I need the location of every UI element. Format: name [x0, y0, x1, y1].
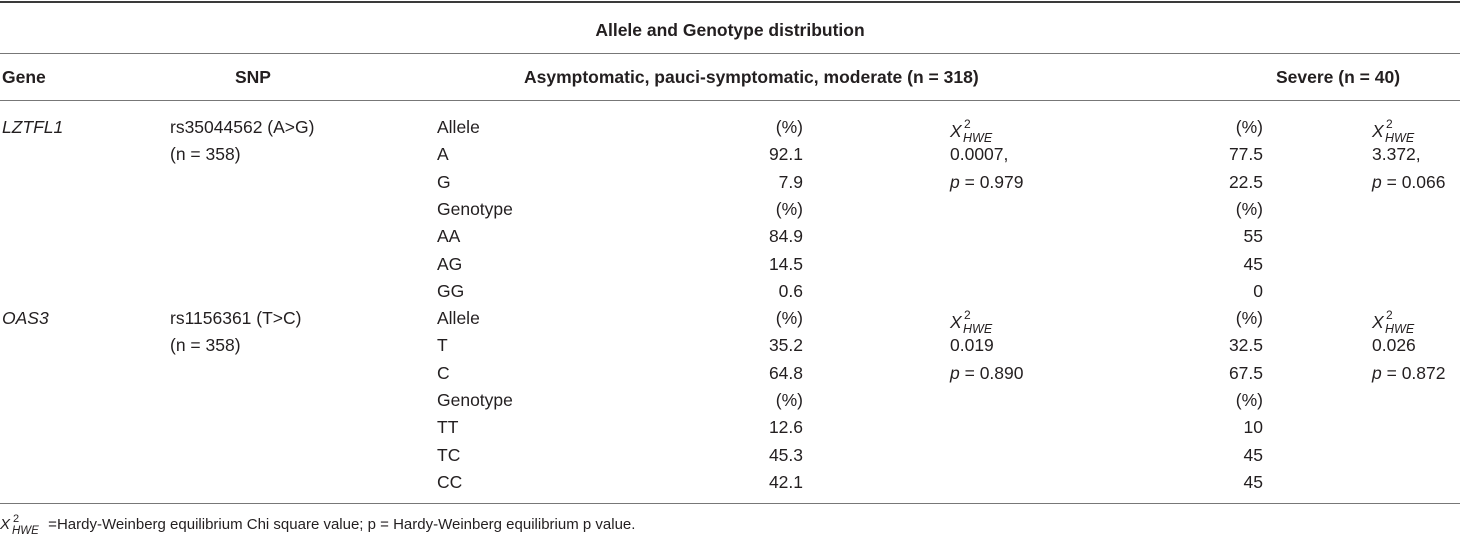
- hwe-p-severe: p = 0.872: [1372, 362, 1446, 383]
- moderate-value: 12.6: [768, 417, 803, 438]
- snp-sample-size: (n = 358): [170, 335, 241, 356]
- severe-value: (%): [1235, 389, 1263, 410]
- row-label: AG: [437, 253, 463, 274]
- chi-square-symbol: X 2 HWE: [0, 513, 39, 537]
- header-gene: Gene: [2, 67, 46, 87]
- moderate-value: 92.1: [768, 144, 803, 165]
- snp-id: rs35044562 (A>G): [170, 117, 315, 137]
- moderate-value: 14.5: [768, 253, 803, 274]
- severe-value: 55: [1243, 226, 1263, 247]
- row-label: CC: [437, 471, 463, 492]
- hwe-value-moderate: 0.019: [950, 335, 994, 356]
- snp-id: rs1156361 (T>C): [170, 308, 302, 328]
- severe-value: 10: [1243, 417, 1263, 438]
- hwe-value-severe: 3.372,: [1372, 144, 1421, 165]
- row-label: AA: [437, 226, 461, 247]
- footnote: [0, 513, 636, 537]
- severe-value: 77.5: [1228, 144, 1263, 165]
- severe-value: 67.5: [1228, 362, 1263, 383]
- footnote-text: =Hardy-Weinberg equilibrium Chi square value; p = Hardy-Weinberg equilibrium p value.: [44, 516, 636, 533]
- row-label: T: [437, 335, 448, 356]
- row-label: C: [437, 362, 450, 383]
- moderate-value: (%): [775, 198, 803, 219]
- hwe-value-severe: 0.026: [1372, 335, 1416, 356]
- hwe-p-moderate: p = 0.979: [950, 171, 1024, 192]
- severe-value: (%): [1235, 117, 1263, 137]
- header-bottom-rule: [0, 100, 1460, 101]
- moderate-value: (%): [775, 308, 803, 328]
- moderate-value: (%): [775, 117, 803, 137]
- header-snp: SNP: [235, 67, 271, 87]
- moderate-value: 42.1: [768, 471, 803, 492]
- row-label: GG: [437, 280, 465, 301]
- row-label: Genotype: [437, 389, 513, 410]
- row-label: Allele: [437, 117, 480, 137]
- severe-value: 22.5: [1228, 171, 1263, 192]
- snp-sample-size: (n = 358): [170, 144, 241, 165]
- severe-value: 45: [1243, 444, 1263, 465]
- severe-value: 32.5: [1228, 335, 1263, 356]
- moderate-value: 45.3: [768, 444, 803, 465]
- header-divider: [0, 53, 1460, 54]
- hwe-chi-severe: X 2 HWE: [1372, 117, 1415, 145]
- header-group-severe: Severe (n = 40): [1276, 67, 1401, 87]
- row-label: A: [437, 144, 449, 165]
- moderate-value: 0.6: [778, 280, 803, 301]
- row-label: Genotype: [437, 198, 513, 219]
- table-title: Allele and Genotype distribution: [595, 20, 865, 40]
- moderate-value: 64.8: [768, 362, 803, 383]
- gene-name: OAS3: [2, 308, 49, 328]
- row-label: Allele: [437, 308, 480, 328]
- hwe-chi-moderate: X 2 HWE: [950, 308, 993, 336]
- row-label: TC: [437, 444, 461, 465]
- table-bottom-rule: [0, 503, 1460, 504]
- row-label: G: [437, 171, 451, 192]
- hwe-p-moderate: p = 0.890: [950, 362, 1024, 383]
- severe-value: 45: [1243, 471, 1263, 492]
- severe-value: (%): [1235, 198, 1263, 219]
- hwe-chi-moderate: X 2 HWE: [950, 117, 993, 145]
- row-label: TT: [437, 417, 459, 438]
- severe-value: 0: [1253, 280, 1263, 301]
- gene-name: LZTFL1: [2, 117, 64, 137]
- hwe-chi-severe: X 2 HWE: [1372, 308, 1415, 336]
- table-top-rule: [0, 1, 1460, 3]
- hwe-p-severe: p = 0.066: [1372, 171, 1446, 192]
- moderate-value: 35.2: [768, 335, 803, 356]
- moderate-value: 7.9: [778, 171, 803, 192]
- severe-value: (%): [1235, 308, 1263, 328]
- header-group-moderate: Asymptomatic, pauci-symptomatic, moderate (n = 318): [524, 67, 979, 87]
- moderate-value: (%): [775, 389, 803, 410]
- moderate-value: 84.9: [768, 226, 803, 247]
- hwe-value-moderate: 0.0007,: [950, 144, 1009, 165]
- severe-value: 45: [1243, 253, 1263, 274]
